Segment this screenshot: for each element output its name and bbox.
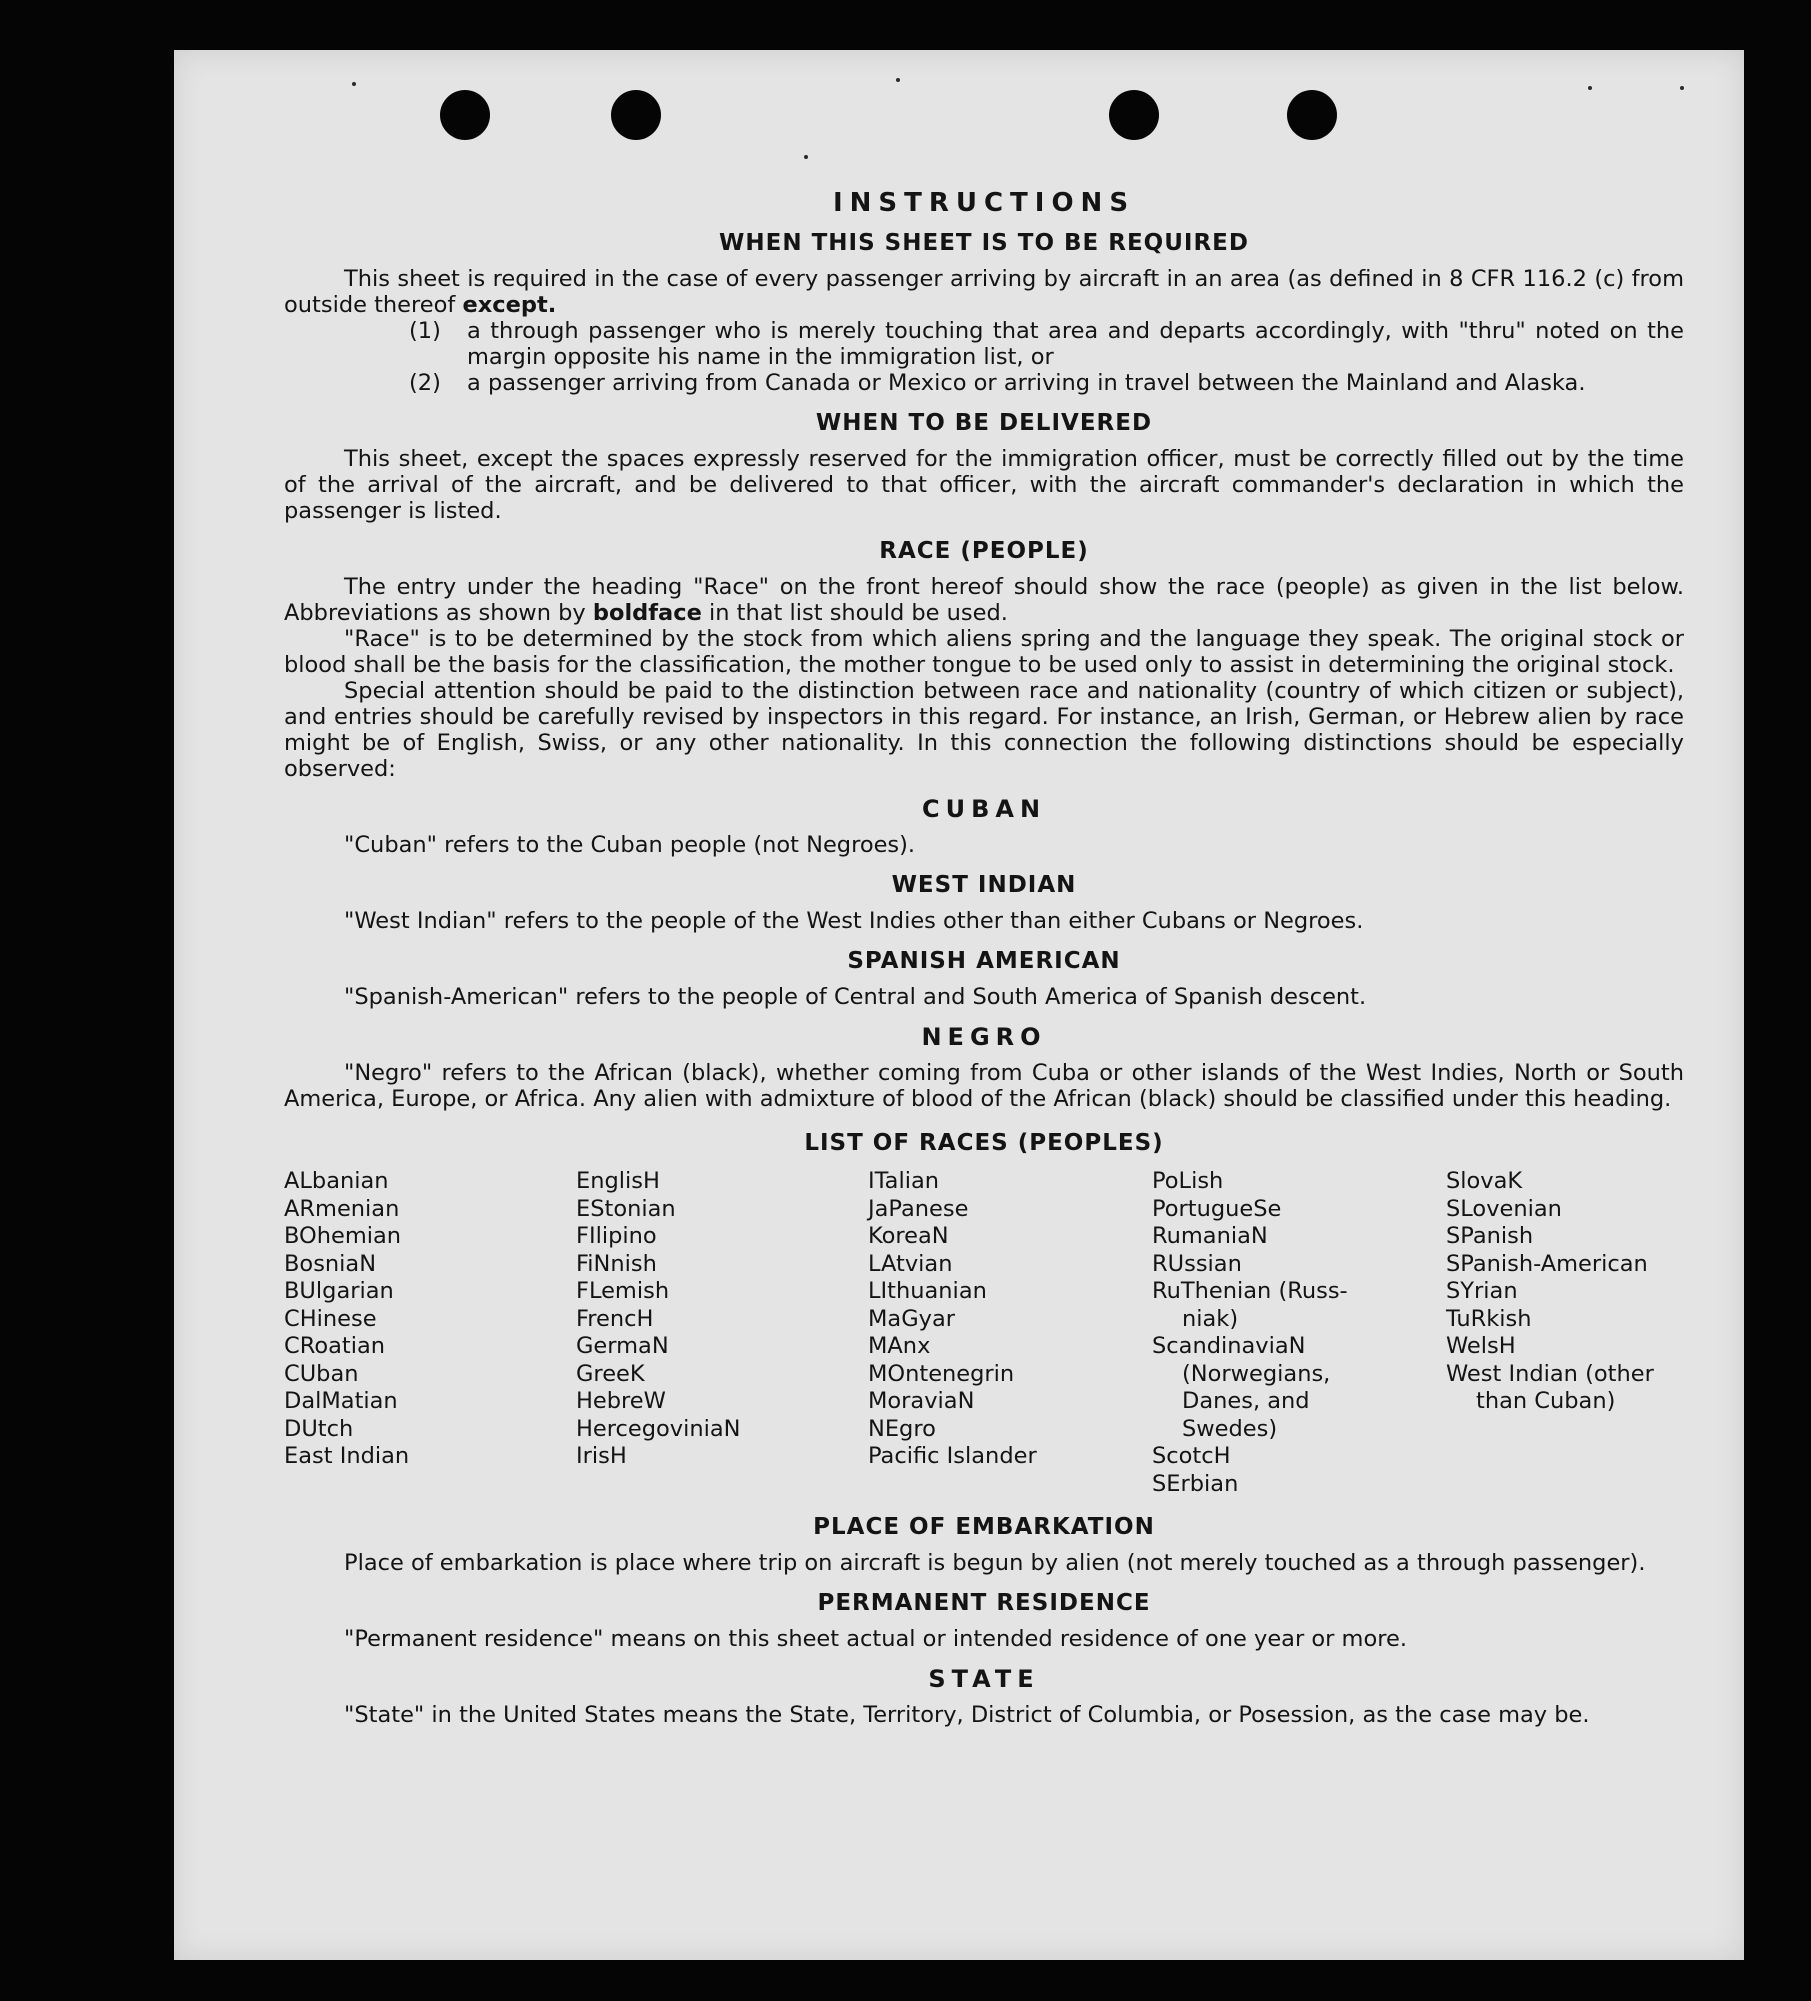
race-entry: RuThenian (Russ-	[1152, 1278, 1348, 1304]
punch-hole	[1109, 90, 1159, 140]
heading-state: STATE	[928, 1665, 1040, 1693]
race-entry: CUban	[284, 1360, 359, 1387]
race-entry: SErbian	[1152, 1470, 1239, 1497]
race-entry: JaPanese	[868, 1195, 969, 1222]
document-title: INSTRUCTIONS	[832, 188, 1136, 218]
heading-west-indian: WEST INDIAN	[891, 872, 1077, 898]
required-intro: This sheet is required in the case of every passenger arriving by aircraft in an area (as defined in 8 CFR 116.2 (c) from outside thereof except.	[284, 266, 1684, 318]
race-entry: than Cuban)	[1476, 1388, 1616, 1414]
race-entry: KoreaN	[868, 1223, 949, 1249]
spanish-american-text: "Spanish-American" refers to the people of Central and South America of Spanish descent.	[344, 984, 1367, 1010]
race-entry: NEgro	[868, 1415, 936, 1442]
race-entry: EnglisH	[576, 1168, 660, 1194]
heading-cuban: CUBAN	[921, 795, 1047, 823]
speck	[896, 78, 900, 82]
race-entry: WelsH	[1446, 1333, 1516, 1359]
race-entry: LIthuanian	[868, 1278, 987, 1304]
race-entry: (Norwegians,	[1182, 1360, 1331, 1387]
race-entry: FIlipino	[576, 1223, 657, 1249]
race-entry: PortugueSe	[1152, 1195, 1282, 1222]
heading-when-required: WHEN THIS SHEET IS TO BE REQUIRED	[719, 230, 1249, 256]
heading-negro: NEGRO	[921, 1023, 1047, 1051]
races-column	[1446, 1168, 1684, 1498]
race-entry: RUssian	[1152, 1250, 1242, 1277]
punch-hole	[611, 90, 661, 140]
race-entry: BosniaN	[284, 1250, 377, 1277]
heading-list-of-races: LIST OF RACES (PEOPLES)	[804, 1130, 1164, 1156]
exception-item: (2) a passenger arriving from Canada or Mexico or arriving in travel between the Mainland and Alaska.	[409, 370, 1586, 396]
race-entry: MOntenegrin	[868, 1360, 1015, 1387]
speck	[1680, 86, 1684, 90]
race-entry: West Indian (other	[1446, 1360, 1654, 1387]
races-column	[868, 1168, 1152, 1498]
west-indian-text: "West Indian" refers to the people of the West Indies other than either Cubans or Negroes.	[344, 908, 1364, 934]
race-paragraph-2: "Race" is to be determined by the stock from which aliens spring and the language they speak. The original stock or blood shall be the basis for the classification, the mother tongue to be used only to assist in determining the original stock.	[284, 626, 1684, 678]
speck	[352, 82, 356, 86]
race-entry: SLovenian	[1446, 1195, 1562, 1222]
heading-race: RACE (PEOPLE)	[879, 538, 1089, 564]
exception-item: (1) a through passenger who is merely touching that area and departs accordingly, with "thru" noted on the margin opposite his name in the immigration list, or	[409, 318, 1684, 370]
races-table	[284, 1168, 1684, 1498]
race-entry: FLemish	[576, 1278, 670, 1304]
race-entry: EStonian	[576, 1195, 676, 1222]
race-entry: MaGyar	[868, 1305, 955, 1332]
race-entry: SYrian	[1446, 1278, 1518, 1304]
delivered-text: This sheet, except the spaces expressly reserved for the immigration officer, must be correctly filled out by the time of the arrival of the aircraft, and be delivered to that officer, with the aircraft commander's declaration in which the passenger is listed.	[284, 446, 1684, 524]
race-entry: BUlgarian	[284, 1278, 394, 1304]
cuban-text: "Cuban" refers to the Cuban people (not Negroes).	[344, 832, 916, 858]
punch-hole	[440, 90, 490, 140]
race-entry: Danes, and	[1182, 1388, 1310, 1414]
race-entry: East Indian	[284, 1443, 410, 1469]
race-paragraph-3: Special attention should be paid to the distinction between race and nationality (country of which citizen or subject), and entries should be carefully revised by inspectors in this regard. For instance, an Irish, German, or Hebrew alien by race might be of English, Swiss, or any other nationality. In this connection the following distinctions should be especially observed:	[284, 678, 1684, 782]
race-entry: ITalian	[868, 1168, 939, 1194]
race-entry: DalMatian	[284, 1388, 398, 1414]
race-entry: BOhemian	[284, 1223, 402, 1249]
document-page	[174, 50, 1744, 1960]
embarkation-text: Place of embarkation is place where trip on aircraft is begun by alien (not merely touched as a through passenger).	[344, 1550, 1646, 1576]
races-column	[576, 1168, 868, 1498]
race-entry: HercegoviniaN	[576, 1415, 741, 1442]
race-entry: HebreW	[576, 1388, 666, 1414]
race-entry: CRoatian	[284, 1333, 386, 1359]
race-entry: LAtvian	[868, 1250, 953, 1277]
race-entry: DUtch	[284, 1415, 354, 1442]
races-column	[284, 1168, 576, 1498]
race-entry: FiNnish	[576, 1250, 657, 1277]
heading-when-delivered: WHEN TO BE DELIVERED	[815, 410, 1153, 436]
punch-hole	[1287, 90, 1337, 140]
race-entry: ARmenian	[284, 1195, 400, 1222]
race-entry: PoLish	[1152, 1168, 1224, 1194]
race-entry: ScandinaviaN	[1152, 1333, 1306, 1359]
heading-permanent-residence: PERMANENT RESIDENCE	[817, 1590, 1151, 1616]
race-entry: ALbanian	[284, 1168, 389, 1194]
race-entry: SlovaK	[1446, 1168, 1523, 1194]
speck	[804, 155, 808, 159]
heading-spanish-american: SPANISH AMERICAN	[847, 948, 1121, 974]
residence-text: "Permanent residence" means on this sheet actual or intended residence of one year or more.	[344, 1626, 1407, 1652]
races-column	[1152, 1168, 1446, 1498]
race-entry: GreeK	[576, 1360, 645, 1387]
race-entry: MAnx	[868, 1333, 931, 1359]
race-paragraph-1: The entry under the heading "Race" on the front hereof should show the race (people) as given in the list below. Abbreviations as shown by boldface in that list should be used.	[284, 574, 1684, 626]
race-entry: Swedes)	[1182, 1415, 1278, 1442]
race-entry: SPanish-American	[1446, 1250, 1648, 1277]
state-text: "State" in the United States means the State, Territory, District of Columbia, or Posession, as the case may be.	[344, 1702, 1590, 1728]
speck	[1588, 86, 1592, 90]
heading-place-of-embarkation: PLACE OF EMBARKATION	[813, 1514, 1155, 1540]
race-entry: ScotcH	[1152, 1443, 1231, 1469]
race-entry: FrencH	[576, 1305, 654, 1332]
race-entry: RumaniaN	[1152, 1223, 1268, 1249]
instructions-content	[284, 190, 1684, 1728]
race-entry: niak)	[1182, 1305, 1239, 1332]
race-entry: SPanish	[1446, 1223, 1534, 1249]
race-entry: GermaN	[576, 1333, 669, 1359]
race-entry: Pacific Islander	[868, 1443, 1037, 1469]
race-entry: TuRkish	[1446, 1305, 1532, 1332]
race-entry: MoraviaN	[868, 1388, 975, 1414]
negro-text: "Negro" refers to the African (black), whether coming from Cuba or other islands of the West Indies, North or South America, Europe, or Africa. Any alien with admixture of blood of the African (black) should be classified under this heading.	[284, 1060, 1684, 1112]
race-entry: CHinese	[284, 1305, 377, 1332]
race-entry: IrisH	[576, 1443, 627, 1469]
